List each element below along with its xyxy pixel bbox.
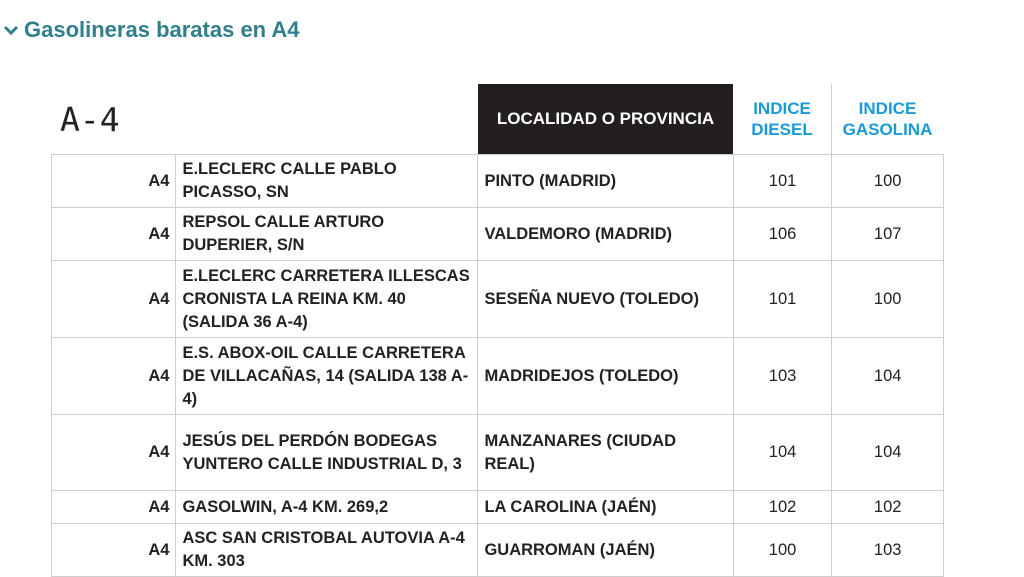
cell-gasoline: 104 xyxy=(832,338,944,415)
section-toggle[interactable] xyxy=(2,17,300,43)
cell-gasoline: 104 xyxy=(832,415,944,491)
cell-diesel: 101 xyxy=(733,261,832,338)
cell-diesel: 106 xyxy=(733,208,832,261)
header-diesel-line1: INDICE xyxy=(753,99,811,118)
cell-diesel: 100 xyxy=(733,524,832,577)
cell-location: MANZANARES (CIUDAD REAL) xyxy=(478,415,733,491)
cell-gasoline: 100 xyxy=(832,155,944,208)
section-title: Gasolineras baratas en A4 xyxy=(24,17,300,42)
cell-gasoline: 103 xyxy=(832,524,944,577)
cell-diesel: 102 xyxy=(733,491,832,524)
table-row xyxy=(52,415,944,491)
cell-location: GUARROMAN (JAÉN) xyxy=(478,524,733,577)
cell-name: E.LECLERC CALLE PABLO PICASSO, SN xyxy=(176,155,478,208)
cell-name: E.LECLERC CARRETERA ILLESCAS CRONISTA LA REINA KM. 40 (SALIDA 36 A-4) xyxy=(176,261,478,338)
cell-location: MADRIDEJOS (TOLEDO) xyxy=(478,338,733,415)
header-diesel xyxy=(733,84,831,154)
table-row xyxy=(52,261,944,338)
cell-road: A4 xyxy=(52,415,176,491)
cell-road: A4 xyxy=(52,155,176,208)
cell-road: A4 xyxy=(52,491,176,524)
cell-diesel: 104 xyxy=(733,415,832,491)
cell-name: ASC SAN CRISTOBAL AUTOVIA A-4 KM. 303 xyxy=(176,524,478,577)
header-gas-line1: INDICE xyxy=(858,99,917,118)
cell-diesel: 101 xyxy=(733,155,832,208)
table-title: A-4 xyxy=(60,100,120,139)
cell-name: JESÚS DEL PERDÓN BODEGAS YUNTERO CALLE INDUSTRIAL D, 3 xyxy=(176,415,478,491)
table-row xyxy=(52,155,944,208)
cell-gasoline: 100 xyxy=(832,261,944,338)
cell-location: VALDEMORO (MADRID) xyxy=(478,208,733,261)
cell-location: PINTO (MADRID) xyxy=(478,155,733,208)
table-row xyxy=(52,338,944,415)
cell-name: REPSOL CALLE ARTURO DUPERIER, S/N xyxy=(176,208,478,261)
header-location: LOCALIDAD O PROVINCIA xyxy=(478,84,733,154)
cell-location: LA CAROLINA (JAÉN) xyxy=(478,491,733,524)
cell-gasoline: 107 xyxy=(832,208,944,261)
cell-road: A4 xyxy=(52,524,176,577)
cell-name: GASOLWIN, A-4 KM. 269,2 xyxy=(176,491,478,524)
cell-road: A4 xyxy=(52,338,176,415)
stations-table xyxy=(51,154,944,577)
cell-name: E.S. ABOX-OIL CALLE CARRETERA DE VILLACAÑAS, 14 (SALIDA 138 A-4) xyxy=(176,338,478,415)
cell-gasoline: 102 xyxy=(832,491,944,524)
header-gasoline xyxy=(832,84,943,154)
cell-location: SESEÑA NUEVO (TOLEDO) xyxy=(478,261,733,338)
cell-diesel: 103 xyxy=(733,338,832,415)
header-gas-line2: GASOLINA xyxy=(842,120,933,139)
table-row xyxy=(52,524,944,577)
table-row xyxy=(52,491,944,524)
chevron-down-icon xyxy=(2,21,20,39)
header-diesel-line2: DIESEL xyxy=(751,120,813,139)
cell-road: A4 xyxy=(52,208,176,261)
cell-road: A4 xyxy=(52,261,176,338)
table-row xyxy=(52,208,944,261)
